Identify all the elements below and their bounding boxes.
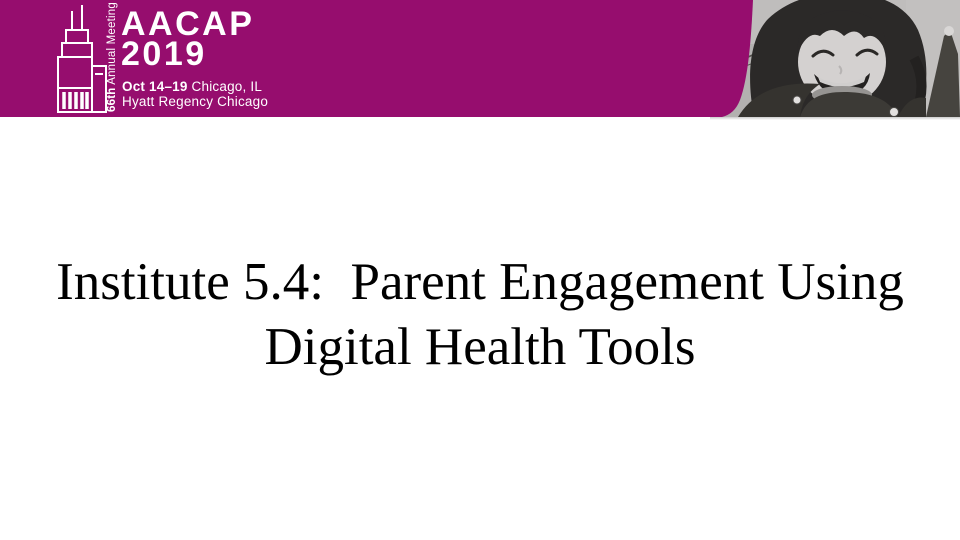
- meeting-number: 66th: [106, 87, 118, 112]
- photo-bottom-shadow: [710, 117, 960, 120]
- meeting-label: Annual Meeting: [106, 2, 118, 88]
- aacap-year: 2019: [121, 35, 207, 73]
- slide-title: [0, 250, 960, 380]
- willis-tower-icon: [56, 4, 112, 114]
- conference-details: [122, 79, 268, 109]
- conference-venue: Hyatt Regency Chicago: [122, 94, 269, 109]
- annual-meeting-vertical-label: [106, 2, 122, 112]
- slide-title-line1: Institute 5.4: Parent Engagement Using: [56, 253, 904, 311]
- conference-location: Chicago, IL: [187, 79, 263, 94]
- conference-dates-line: [122, 79, 268, 94]
- conference-banner: [0, 0, 960, 117]
- aacap-wordmark: [121, 5, 255, 73]
- aacap-acronym: AACAP: [121, 5, 255, 43]
- slide-title-line2: Digital Health Tools: [264, 318, 696, 376]
- conference-dates: Oct 14–19: [122, 79, 188, 94]
